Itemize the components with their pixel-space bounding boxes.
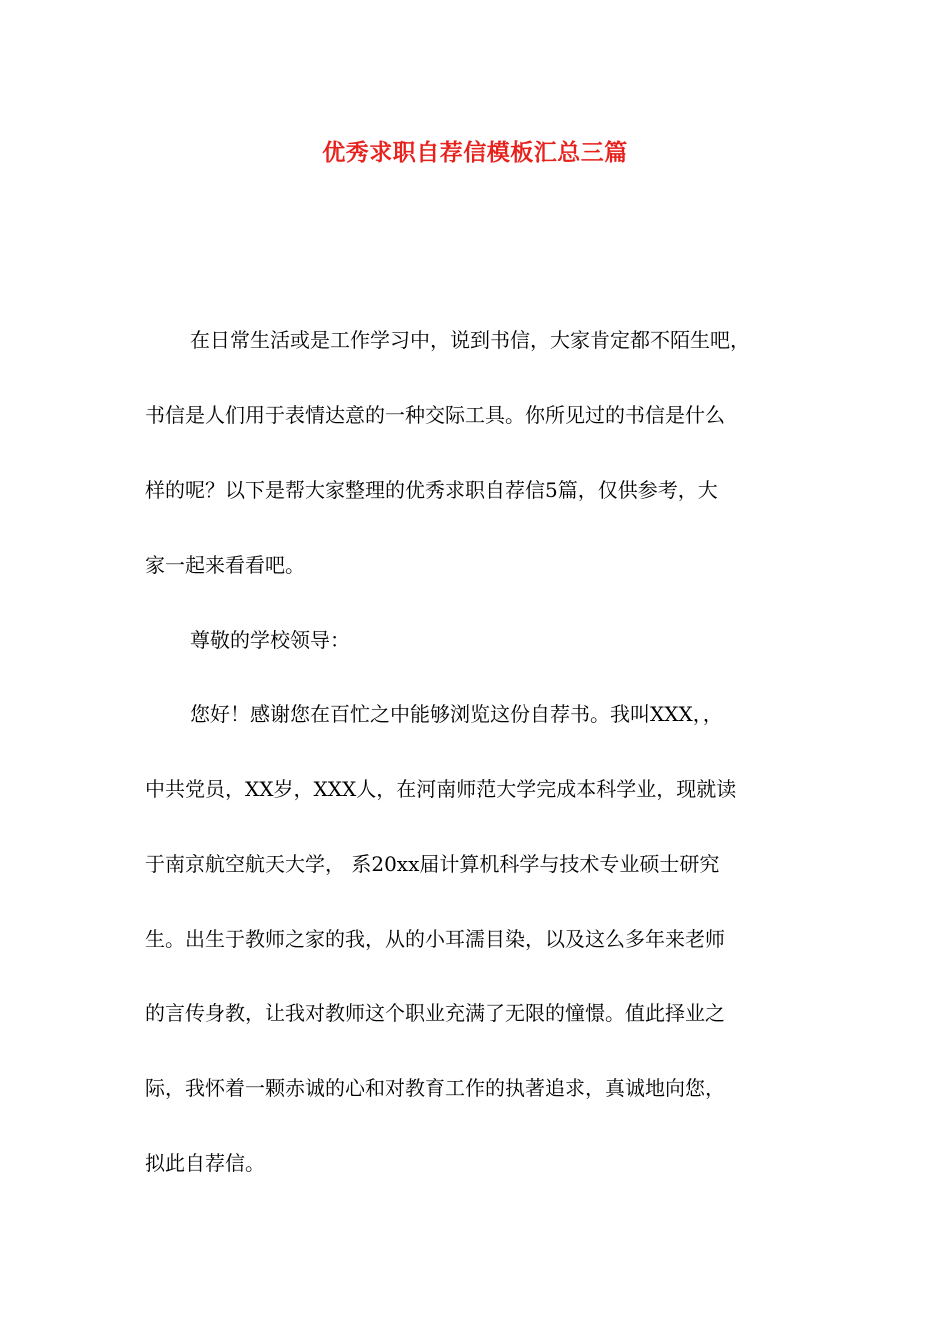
paragraph-line: 样的呢？以下是帮大家整理的优秀求职自荐信5篇，仅供参考，大 — [145, 478, 718, 502]
paragraph-line: 于南京航空航天大学， 系20xx届计算机科学与技术专业硕士研究 — [145, 852, 720, 876]
salutation-line: 尊敬的学校领导： — [190, 628, 350, 652]
paragraph-line: 您好！感谢您在百忙之中能够浏览这份自荐书。我叫XXX，， — [190, 702, 723, 726]
paragraph-line: 生。出生于教师之家的我，从的小耳濡目染，以及这么多年来老师 — [145, 927, 725, 951]
paragraph-line: 家一起来看看吧。 — [145, 553, 305, 577]
document-title: 优秀求职自荐信模板汇总三篇 — [322, 139, 628, 166]
paragraph-line: 拟此自荐信。 — [145, 1151, 265, 1175]
paragraph-line: 中共党员，XX岁，XXX人，在河南师范大学完成本科学业，现就读 — [145, 777, 737, 801]
paragraph-line: 际，我怀着一颗赤诚的心和对教育工作的执著追求，真诚地向您， — [145, 1076, 725, 1100]
paragraph-line: 在日常生活或是工作学习中，说到书信，大家肯定都不陌生吧， — [190, 328, 750, 352]
paragraph-line: 的言传身教，让我对教师这个职业充满了无限的憧憬。值此择业之 — [145, 1001, 725, 1025]
paragraph-line: 书信是人们用于表情达意的一种交际工具。你所见过的书信是什么 — [145, 403, 725, 427]
